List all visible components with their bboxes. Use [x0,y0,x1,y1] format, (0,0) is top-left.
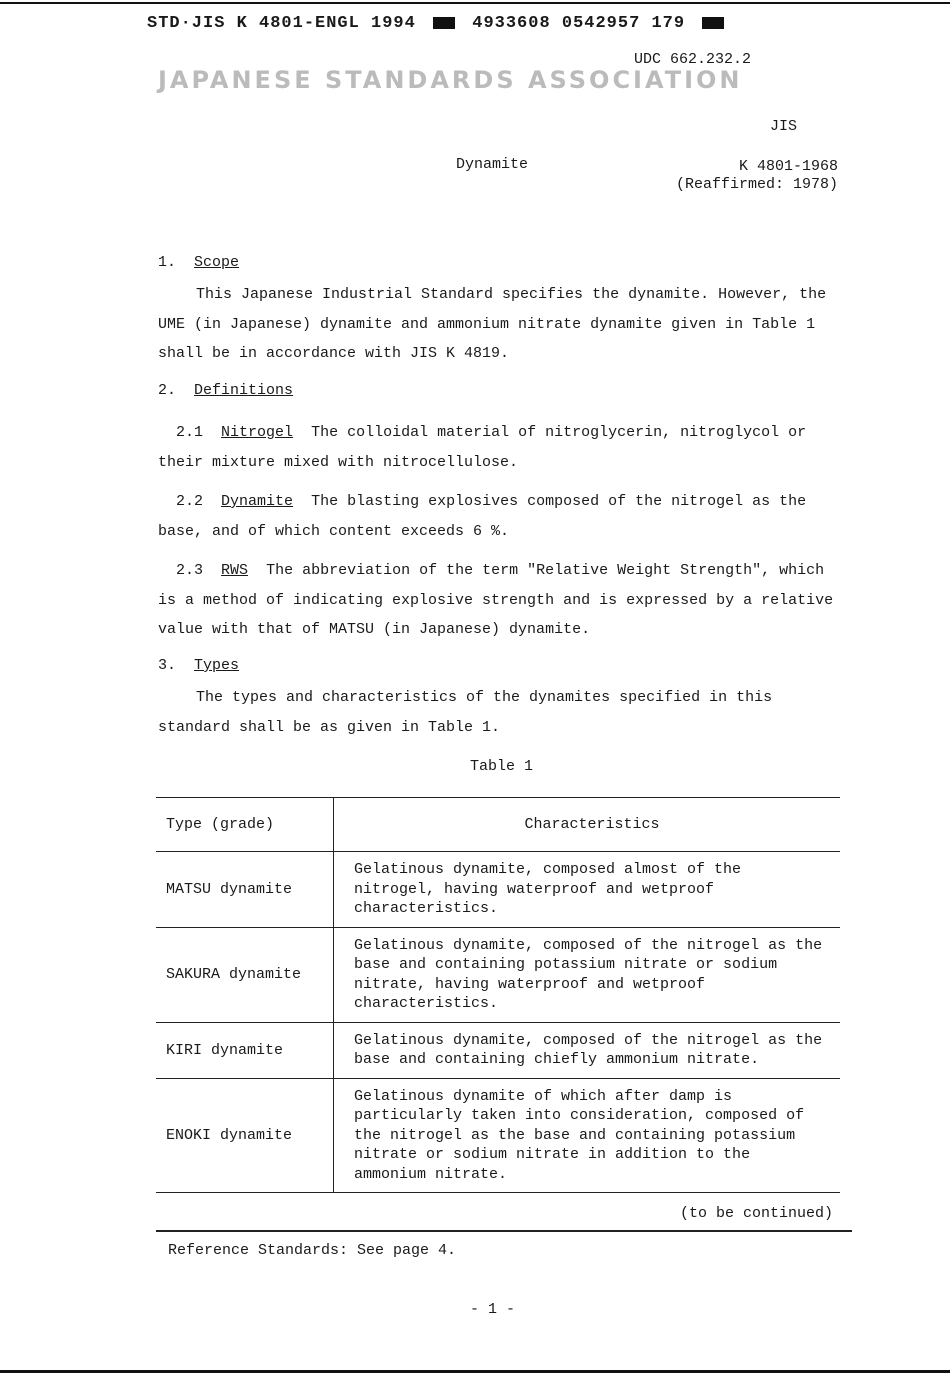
table-row [156,927,840,1022]
row-characteristics: Gelatinous dynamite of which after damp is particularly taken into consideration, composed of the nitrogel as the base and containing potassium nitrate or sodium nitrate in addition to the ammonium nitrate. [354,1087,805,1183]
section-number: 1. [158,254,177,271]
table-title: Table 1 [470,758,534,775]
section-title: Scope [194,254,240,271]
black-block-mark [433,17,455,29]
table-header-row [156,798,840,852]
definition-number: 2.2 [176,493,204,510]
table-row [156,852,840,928]
page-number: - 1 - [470,1301,516,1318]
types-paragraph [158,683,848,742]
section-title: Definitions [194,382,294,399]
table-row [156,1078,840,1193]
header-type: Type (grade) [156,798,334,852]
definition-term: Nitrogel [221,424,294,441]
top-rule [0,2,950,4]
to-be-continued: (to be continued) [680,1205,834,1222]
reference-standards: Reference Standards: See page 4. [168,1242,457,1259]
section-heading-definitions [158,382,293,399]
definition-2-2 [158,487,848,546]
types-text: The types and characteristics of the dynamites specified in this standard shall be as given in Table 1. [158,689,773,736]
black-block-mark [702,17,724,29]
definition-term: RWS [221,562,249,579]
scope-text: This Japanese Industrial Standard specifies the dynamite. However, the UME (in Japanese) dynamite and ammonium nitrate dynamite given in Table 1 shall be in accordance with JIS K 4819. [158,286,827,362]
reaffirmed-date: (Reaffirmed: 1978) [675,176,838,193]
stamp-left: STD·JIS K 4801-ENGL 1994 [147,14,416,33]
section-heading-scope [158,254,239,271]
footer-rule [156,1230,852,1232]
definition-2-3 [158,556,848,645]
stamp-codes: 4933608 0542957 179 [472,14,686,33]
row-type: SAKURA dynamite [156,927,334,1022]
association-watermark: JAPANESE STANDARDS ASSOCIATION [158,66,743,94]
definition-number: 2.3 [176,562,204,579]
header-characteristics: Characteristics [524,815,660,833]
row-characteristics: Gelatinous dynamite, composed of the nitrogel as the base and containing potassium nitrate or sodium nitrate, having waterproof and wetproof characteristics. [354,936,823,1012]
bottom-rule [0,1370,950,1373]
section-number: 2. [158,382,177,399]
row-type: ENOKI dynamite [156,1078,334,1193]
section-title: Types [194,657,240,674]
document-stamp [147,14,730,33]
row-characteristics: Gelatinous dynamite, composed of the nitrogel as the base and containing chiefly ammonium nitrate. [354,1031,823,1068]
document-title: Dynamite [456,156,529,173]
jis-label: JIS [770,118,798,135]
definition-number: 2.1 [176,424,204,441]
row-type: KIRI dynamite [156,1022,334,1078]
definition-text: The abbreviation of the term "Relative Weight Strength", which is a method of indicating explosive strength and is expressed by a relative value with that of MATSU (in Japanese) dynamite. [158,562,834,638]
section-number: 3. [158,657,177,674]
definition-term: Dynamite [221,493,294,510]
section-heading-types [158,657,239,674]
dynamite-types-table [156,797,840,1193]
definition-text: The colloidal material of nitroglycerin, nitroglycol or their mixture mixed with nitrocellulose. [158,424,807,471]
definition-2-1 [158,418,848,477]
scope-paragraph [158,280,848,369]
udc-number: UDC 662.232.2 [634,51,752,68]
row-characteristics: Gelatinous dynamite, composed almost of the nitrogel, having waterproof and wetproof characteristics. [354,861,742,917]
table-row [156,1022,840,1078]
row-type: MATSU dynamite [156,852,334,928]
definition-text: The blasting explosives composed of the nitrogel as the base, and of which content exceeds 6 %. [158,493,807,540]
standard-number: K 4801-1968 [738,158,838,175]
standard-number-block [664,158,838,194]
